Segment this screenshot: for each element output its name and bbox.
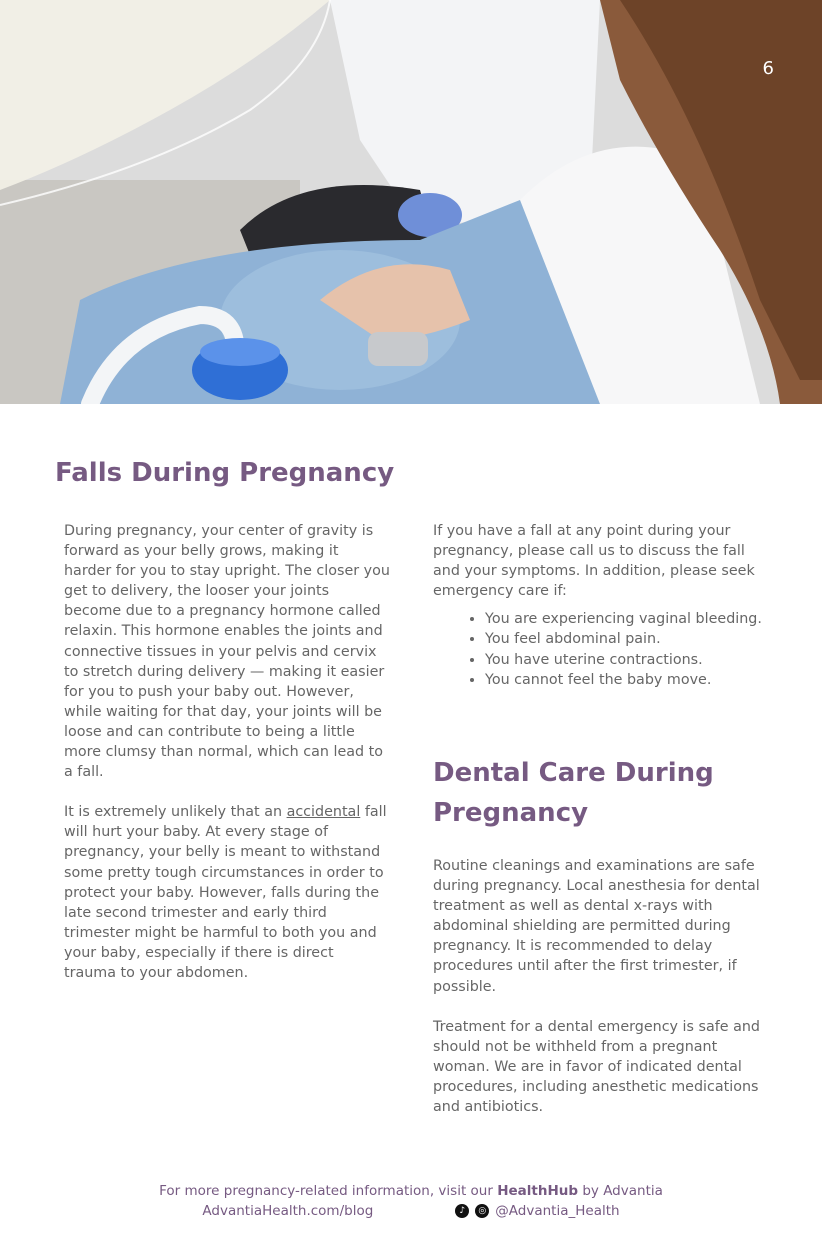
footer-prefix: For more pregnancy-related information, visit our: [159, 1183, 498, 1199]
hero-photo: [0, 0, 822, 404]
social-handle[interactable]: @Advantia_Health: [495, 1203, 620, 1219]
dental-paragraph-1: Routine cleanings and examinations are safe during pregnancy. Local anesthesia for dental treatment as well as dental x-rays with abdominal shielding are permitted during pregnancy. It is recommended to delay procedures until after the first trimester, if possible.: [433, 858, 760, 995]
tiktok-icon[interactable]: ♪: [455, 1204, 469, 1218]
emergency-bullet-list: [433, 609, 763, 689]
falls-paragraph-1: During pregnancy, your center of gravity is forward as your belly grows, making it harder for you to stay upright. The closer you get to delivery, the looser your joints become due to a pregnancy hormone called relaxin. This hormone enables the joints and connective tissues in your pelvis and cervix to stretch during delivery — making it easier for you to push your baby out. However, while waiting for that day, your joints will be loose and can contribute to being a little more clumsy than normal, which can lead to a fall.: [64, 523, 390, 781]
pregnant-patient-dental-chair-photo: [0, 0, 822, 404]
footer-line-2: [0, 1201, 822, 1221]
falls-paragraph-2: [64, 802, 390, 983]
footer-suffix: by Advantia: [578, 1183, 663, 1199]
dental-column: [433, 856, 763, 1137]
falls-right-column: [433, 521, 763, 690]
healthhub-link[interactable]: HealthHub: [497, 1183, 579, 1199]
page-number: 6: [762, 58, 774, 79]
list-item: • You have uterine contractions.: [485, 650, 763, 670]
dental-heading: Dental Care During Pregnancy: [433, 758, 714, 828]
accidental-link[interactable]: accidental: [286, 804, 361, 821]
blog-url-link[interactable]: AdvantiaHealth.com/blog: [202, 1203, 374, 1219]
falls-heading: Falls During Pregnancy: [55, 458, 395, 488]
dental-paragraph-2: Treatment for a dental emergency is safe and should not be withheld from a pregnant woman. We are in favor of indicated dental procedures, including anesthetic medications and antibiotics.: [433, 1018, 761, 1116]
falls-paragraph-2-end: fall will hurt your baby. At every stage of pregnancy, your belly is meant to withstand some pretty tough circumstances in order to protect your baby. However, falls during the late second trimester and early third trimester might be harmful to both you and your baby, especially if there is direct trauma to your abdomen.: [64, 804, 387, 981]
list-item: • You feel abdominal pain.: [485, 629, 763, 649]
emergency-intro: If you have a fall at any point during your pregnancy, please call us to discuss the fall and your symptoms. In addition, please seek emergency care if:: [433, 523, 755, 600]
footer-line-1: [0, 1181, 822, 1201]
instagram-icon[interactable]: ◎: [475, 1204, 489, 1218]
falls-paragraph-2-start: It is extremely unlikely that an: [64, 804, 287, 821]
social-links: [455, 1201, 619, 1221]
falls-left-column: [64, 521, 390, 1003]
list-item: • You are experiencing vaginal bleeding.: [485, 609, 763, 629]
list-item: • You cannot feel the baby move.: [485, 670, 763, 690]
footer: [0, 1181, 822, 1221]
